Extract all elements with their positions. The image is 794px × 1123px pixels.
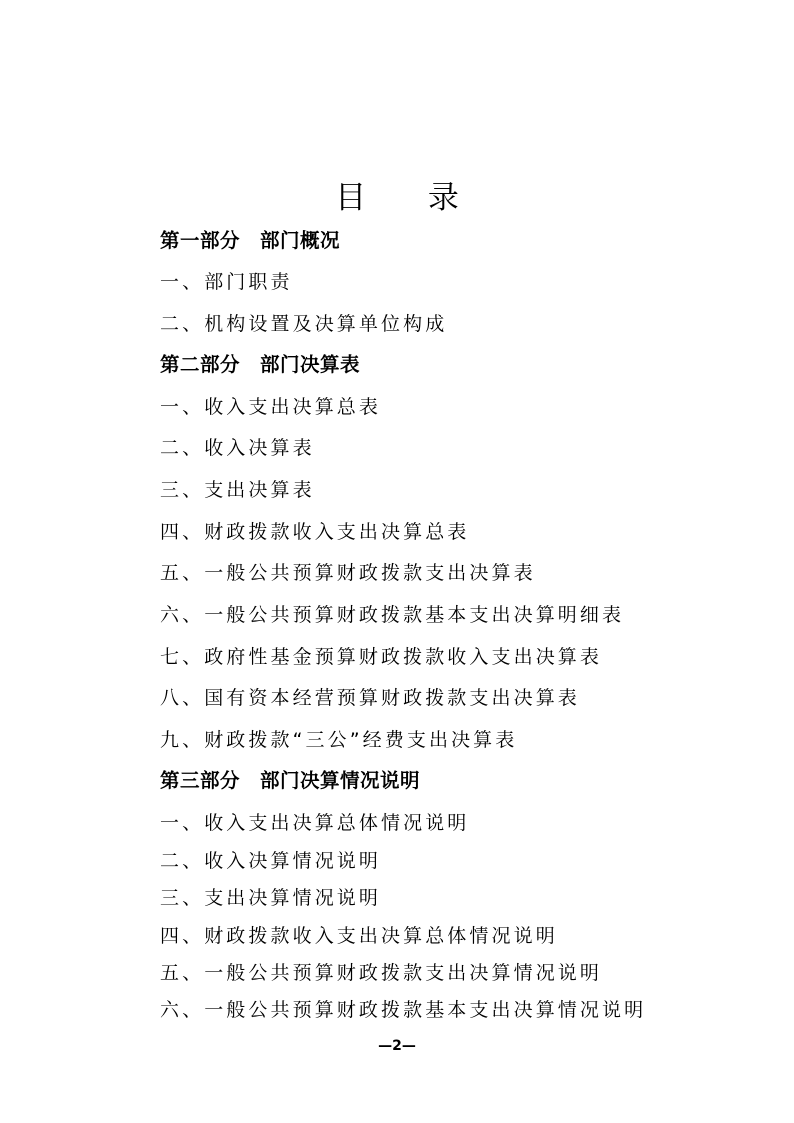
part1-heading: 第一部分 部门概况 (160, 229, 341, 252)
page-number: —2— (378, 1038, 416, 1054)
toc-item: 二、机构设置及决算单位构成 (160, 313, 448, 335)
toc-item: 六、一般公共预算财政拨款基本支出决算明细表 (160, 604, 625, 626)
toc-item: 八、国有资本经营预算财政拨款支出决算表 (160, 687, 580, 709)
toc-item: 一、部门职责 (160, 271, 293, 293)
toc-item: 四、财政拨款收入支出决算总表 (160, 521, 470, 543)
toc-item: 三、支出决算表 (160, 479, 315, 501)
part2-heading: 第二部分 部门决算表 (160, 353, 361, 376)
toc-item: 六、一般公共预算财政拨款基本支出决算情况说明 (160, 999, 647, 1021)
toc-item: 四、财政拨款收入支出决算总体情况说明 (160, 925, 558, 947)
toc-item: 二、收入决算表 (160, 437, 315, 459)
toc-item: 五、一般公共预算财政拨款支出决算表 (160, 562, 536, 584)
toc-item: 九、财政拨款“三公”经费支出决算表 (160, 729, 518, 751)
toc-item: 一、收入支出决算总表 (160, 396, 382, 418)
toc-title: 目 录 (335, 180, 485, 216)
toc-item: 一、收入支出决算总体情况说明 (160, 812, 470, 834)
toc-item: 三、支出决算情况说明 (160, 887, 382, 909)
toc-item: 二、收入决算情况说明 (160, 850, 382, 872)
toc-item: 五、一般公共预算财政拨款支出决算情况说明 (160, 962, 603, 984)
part3-heading: 第三部分 部门决算情况说明 (160, 769, 421, 792)
toc-item: 七、政府性基金预算财政拨款收入支出决算表 (160, 646, 603, 668)
